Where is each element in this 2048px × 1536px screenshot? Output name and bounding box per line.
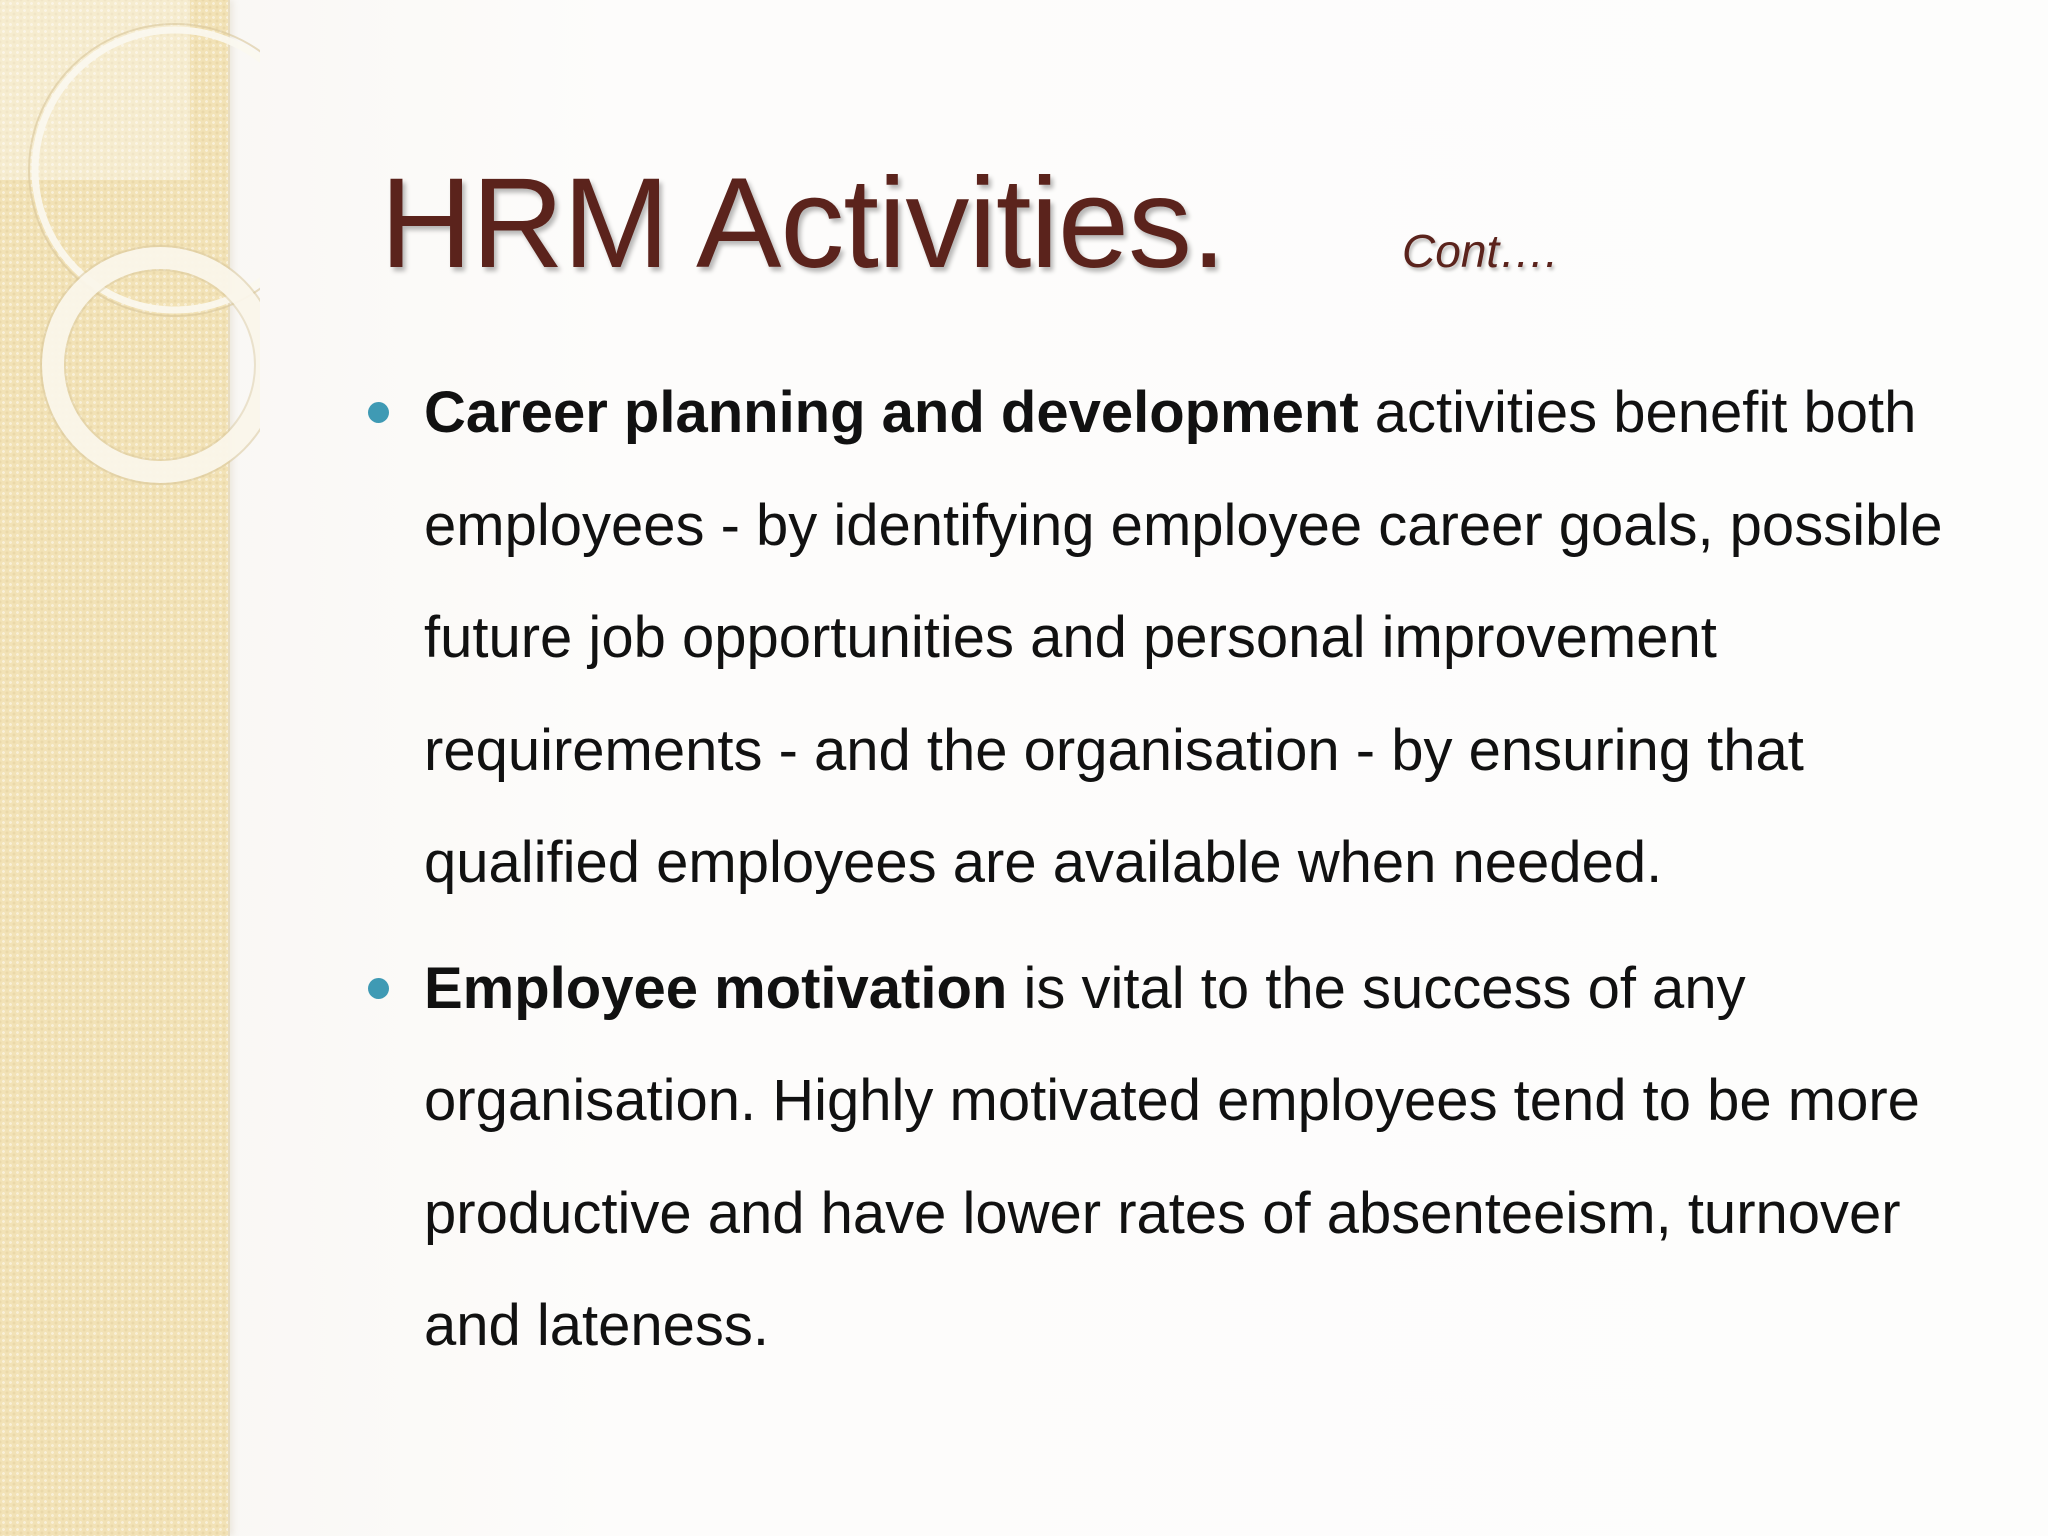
- bullet-heading: Employee motivation: [424, 955, 1008, 1021]
- bullet-item-employee-motivation: [360, 933, 2000, 1383]
- decorative-rings: [0, 0, 260, 520]
- decorative-ring-small: [53, 258, 260, 472]
- bullet-text: activities benefit both employees - by identifying employee career goals, possible future job opportunities and personal improvement requirements - and the organisation - by ensuring that qualified employees are available when needed.: [424, 380, 1943, 895]
- bullet-list: [360, 357, 2000, 1383]
- slide-title: HRM Activities.: [380, 152, 1226, 295]
- bullet-item-career-planning: [360, 357, 2000, 920]
- bullet-heading: Career planning and development: [424, 380, 1359, 445]
- bullet-text: is vital to the success of any organisation. Highly motivated employees tend to be more productive and have lower rates of absenteeism, turnover and lateness.: [424, 955, 1920, 1358]
- slide-subtitle: Cont….: [1402, 225, 1558, 277]
- bullet-dot-icon: [368, 978, 389, 999]
- decorative-ring-small-inner-edge: [65, 270, 255, 460]
- title-area: [380, 150, 1558, 297]
- bullet-dot-icon: [368, 402, 389, 423]
